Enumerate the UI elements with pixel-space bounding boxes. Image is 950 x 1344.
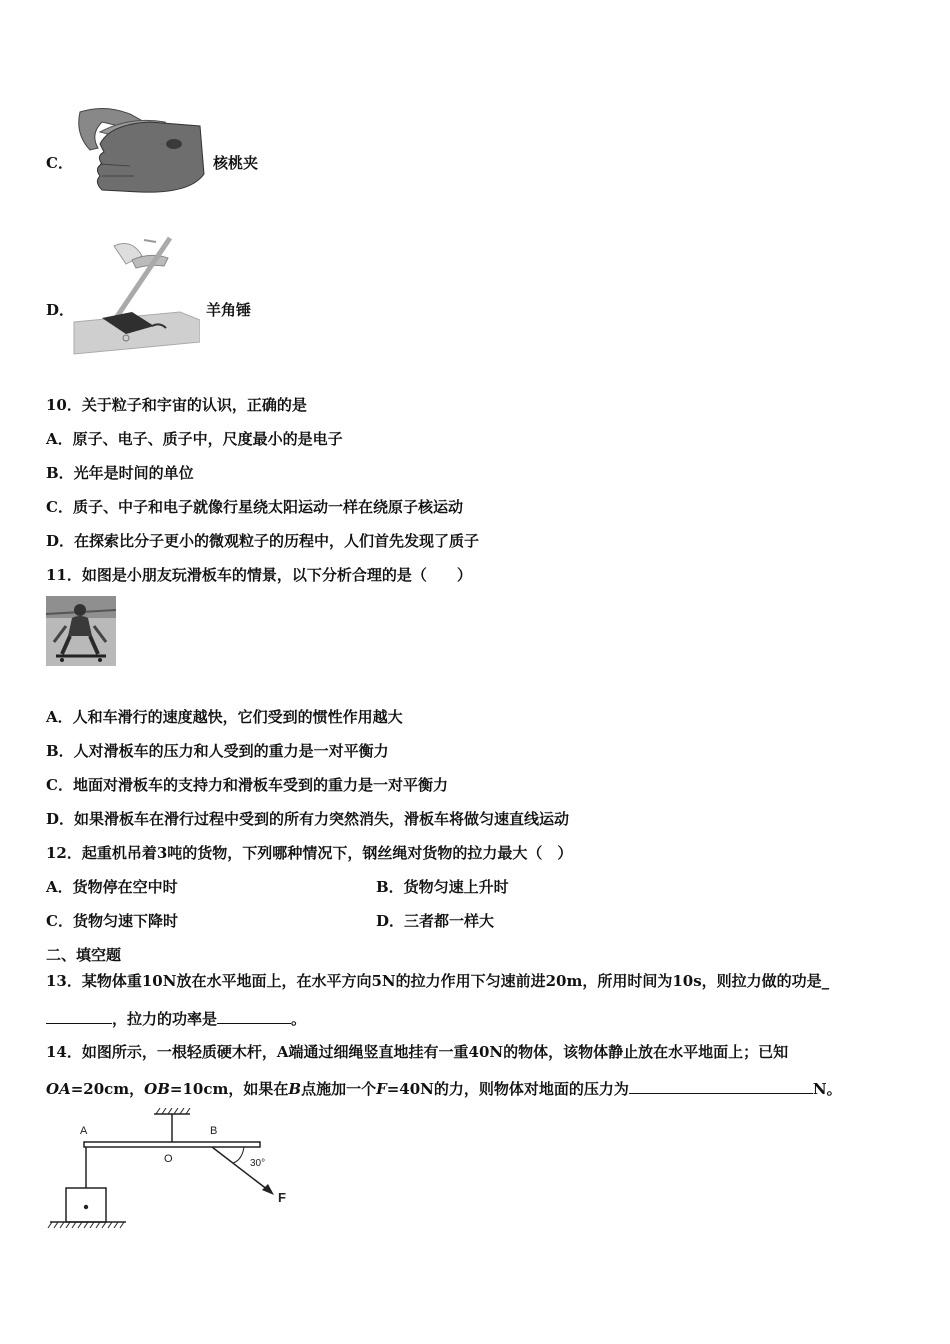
q14-line2 [46, 1078, 842, 1099]
q10-stem: 10．关于粒子和宇宙的认识，正确的是 [46, 396, 307, 414]
q10-option-c: C．质子、中子和电子就像行星绕太阳运动一样在绕原子核运动 [46, 498, 463, 516]
q10-option-b: B．光年是时间的单位 [46, 464, 194, 482]
q14-apply: 点施加一个 [301, 1080, 377, 1098]
q11-option-c: C．地面对滑板车的支持力和滑板车受到的重力是一对平衡力 [46, 776, 448, 794]
q13-power-label: ，拉力的功率是 [112, 1010, 218, 1028]
q11-option-d: D．如果滑板车在滑行过程中受到的所有力突然消失，滑板车将做匀速直线运动 [46, 810, 570, 828]
q14-ob: OB [144, 1080, 170, 1098]
q14-pressure-blank[interactable] [629, 1078, 813, 1094]
walnut-cracker-image [70, 104, 210, 204]
q14-unit: N。 [812, 1080, 842, 1098]
lever-label-o: O [164, 1153, 173, 1165]
claw-hammer-image [70, 234, 200, 356]
q13-work-blank[interactable] [46, 1008, 112, 1024]
lever-label-angle: 30° [250, 1158, 266, 1169]
q9-option-c-text: 核桃夹 [213, 154, 259, 172]
skateboard-photo [46, 596, 116, 666]
q13-line1: 13．某物体重10N放在水平地面上，在水平方向5N的拉力作用下匀速前进20m，所用时间为10s，则拉力做的功是_ [46, 972, 830, 990]
lever-diagram [44, 1108, 304, 1234]
q12-option-d: D．三者都一样大 [376, 912, 495, 930]
q14-line1: 14．如图所示，一根轻质硬木杆，A端通过细绳竖直地挂有一重40N的物体，该物体静止放在水平地面上；已知 [46, 1043, 789, 1061]
q10-option-d: D．在探索比分子更小的微观粒子的历程中，人们首先发现了质子 [46, 532, 480, 550]
lever-label-b: B [210, 1125, 218, 1137]
q13-power-blank[interactable] [217, 1008, 291, 1024]
q14-force-value: =40N的力，则物体对地面的压力为 [386, 1080, 629, 1098]
q14-point-b: B [288, 1080, 302, 1098]
q14-oa-value: =20cm， [70, 1080, 145, 1098]
q13-line2 [46, 1008, 306, 1029]
q10-option-a: A．原子、电子、质子中，尺度最小的是电子 [46, 430, 343, 448]
q14-ob-value: =10cm，如果在 [169, 1080, 289, 1098]
q9-option-d-text: 羊角锤 [206, 301, 252, 319]
q13-end: 。 [291, 1010, 307, 1028]
q11-option-a: A．人和车滑行的速度越快，它们受到的惯性作用越大 [46, 708, 403, 726]
lever-label-f: F [278, 1190, 286, 1205]
q12-option-b: B．货物匀速上升时 [376, 878, 509, 896]
lever-label-a: A [80, 1125, 88, 1137]
q9-option-d-label: D． [46, 301, 75, 319]
q12-option-a: A．货物停在空中时 [46, 878, 178, 896]
q12-stem: 12．起重机吊着3吨的货物，下列哪种情况下，钢丝绳对货物的拉力最大（ ） [46, 844, 573, 862]
q12-option-c: C．货物匀速下降时 [46, 912, 178, 930]
q14-oa: OA [46, 1080, 71, 1098]
q11-option-b: B．人对滑板车的压力和人受到的重力是一对平衡力 [46, 742, 389, 760]
q9-option-c-label: C． [46, 154, 73, 172]
q11-stem: 11．如图是小朋友玩滑板车的情景，以下分析合理的是（ ） [46, 566, 472, 584]
section-fill-in-title: 二、填空题 [46, 946, 122, 964]
q14-force-f: F [376, 1080, 387, 1098]
